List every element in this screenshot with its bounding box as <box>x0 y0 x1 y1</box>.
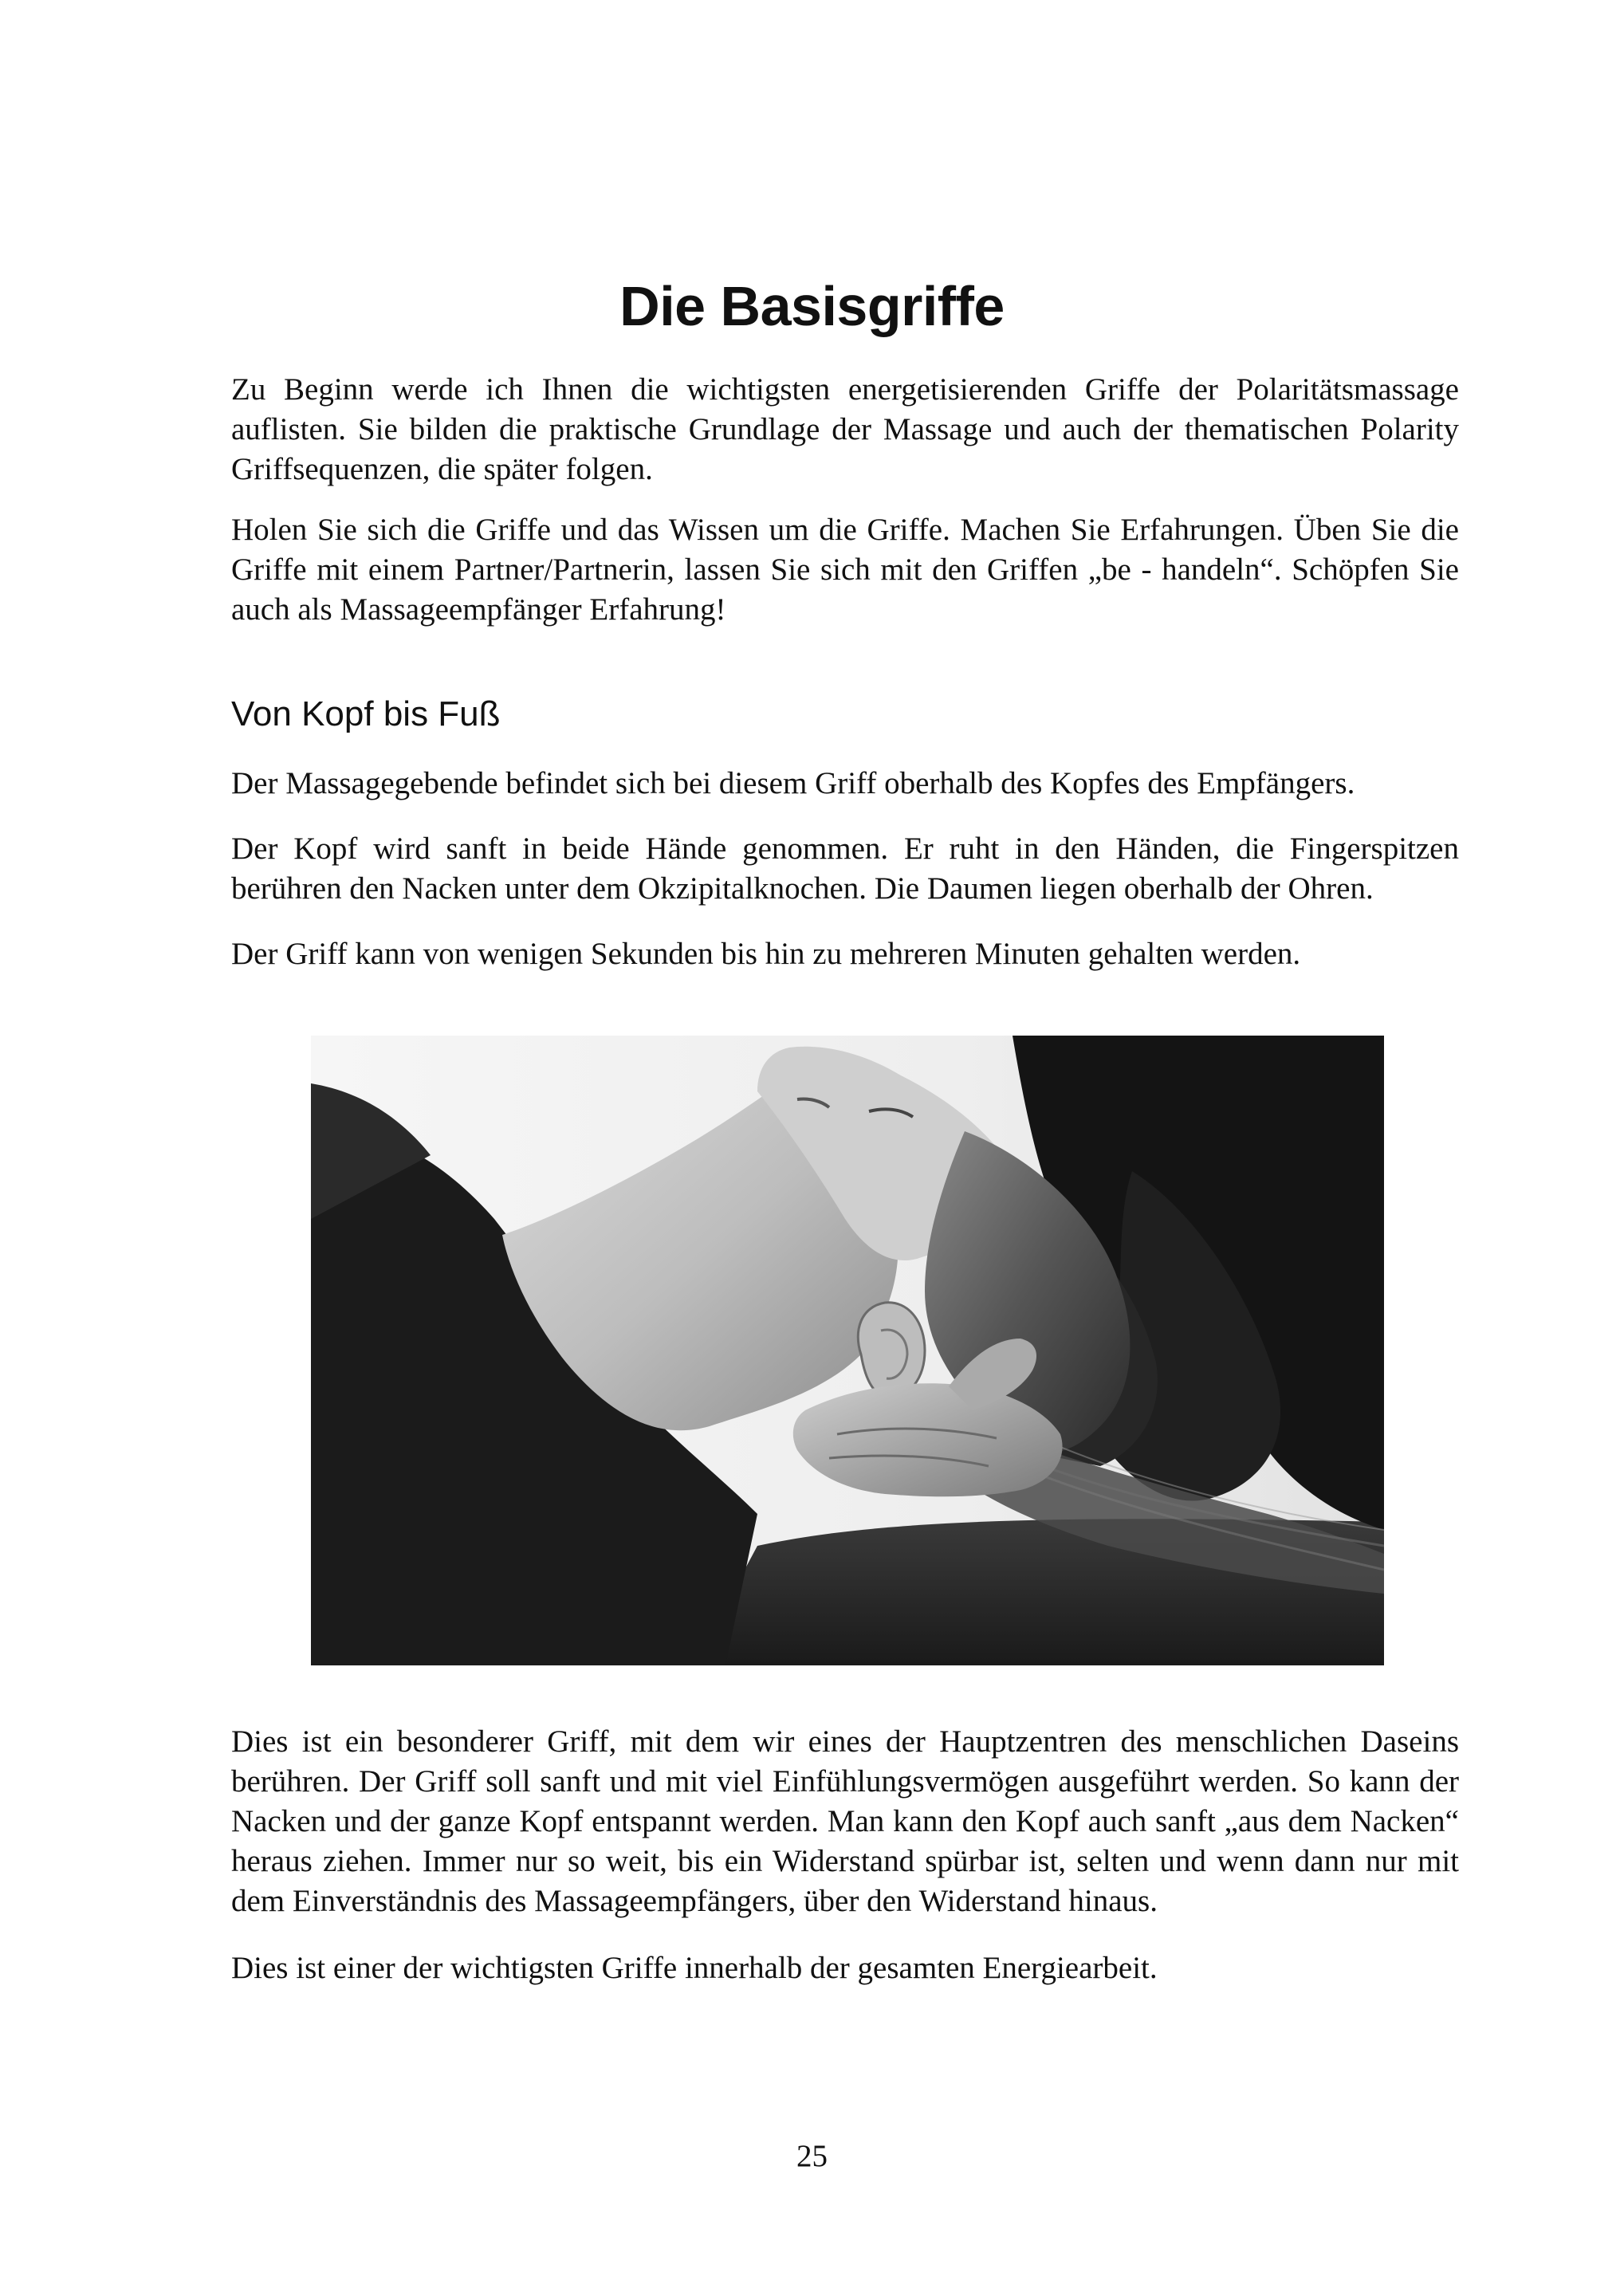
section-paragraph-2: Der Kopf wird sanft in beide Hände genommen. Er ruht in den Händen, die Fingerspitzen berühren den Nacken unter dem Okzipitalknochen. Die Daumen liegen oberhalb der Ohren. <box>231 832 1459 906</box>
intro-paragraph-2: Holen Sie sich die Griffe und das Wissen um die Griffe. Machen Sie Erfahrungen. Üben Sie die Griffe mit einem Partner/Partnerin, lassen Sie sich mit den Griffen „be - handeln“. Schöpfen Sie auch als Massageempfänger Erfahrung! <box>231 513 1459 627</box>
massage-photo <box>311 1036 1384 1665</box>
section-heading: Von Kopf bis Fuß <box>231 694 501 733</box>
section-paragraph-1: Der Massagegebende befindet sich bei diesem Griff oberhalb des Kopfes des Empfängers. <box>231 766 1355 800</box>
after-photo-paragraph-2: Dies ist einer der wichtigsten Griffe innerhalb der gesamten Energiearbeit. <box>231 1951 1158 1985</box>
page-title: Die Basisgriffe <box>619 275 1005 337</box>
section-paragraph-3: Der Griff kann von wenigen Sekunden bis hin zu mehreren Minuten gehalten werden. <box>231 937 1301 971</box>
intro-paragraph-1: Zu Beginn werde ich Ihnen die wichtigsten energetisierenden Griffe der Polaritätsmassage auflisten. Sie bilden die praktische Grundlage der Massage und auch der thematischen Polarity Griffsequenzen, die später folgen. <box>231 372 1459 486</box>
after-photo-paragraph-1: Dies ist ein besonderer Griff, mit dem wir eines der Hauptzentren des menschlichen Daseins berühren. Der Griff soll sanft und mit viel Einfühlungsvermögen ausgeführt werden. So kann der Nacken und der ganze Kopf entspannt werden. Man kann den Kopf auch sanft „aus dem Nacken“ heraus ziehen. Immer nur so weit, bis ein Widerstand spürbar ist, selten und wenn dann nur mit dem Einverständnis des Massageempfängers, über den Widerstand hinaus. <box>231 1724 1459 1918</box>
page-number: 25 <box>796 2139 828 2173</box>
